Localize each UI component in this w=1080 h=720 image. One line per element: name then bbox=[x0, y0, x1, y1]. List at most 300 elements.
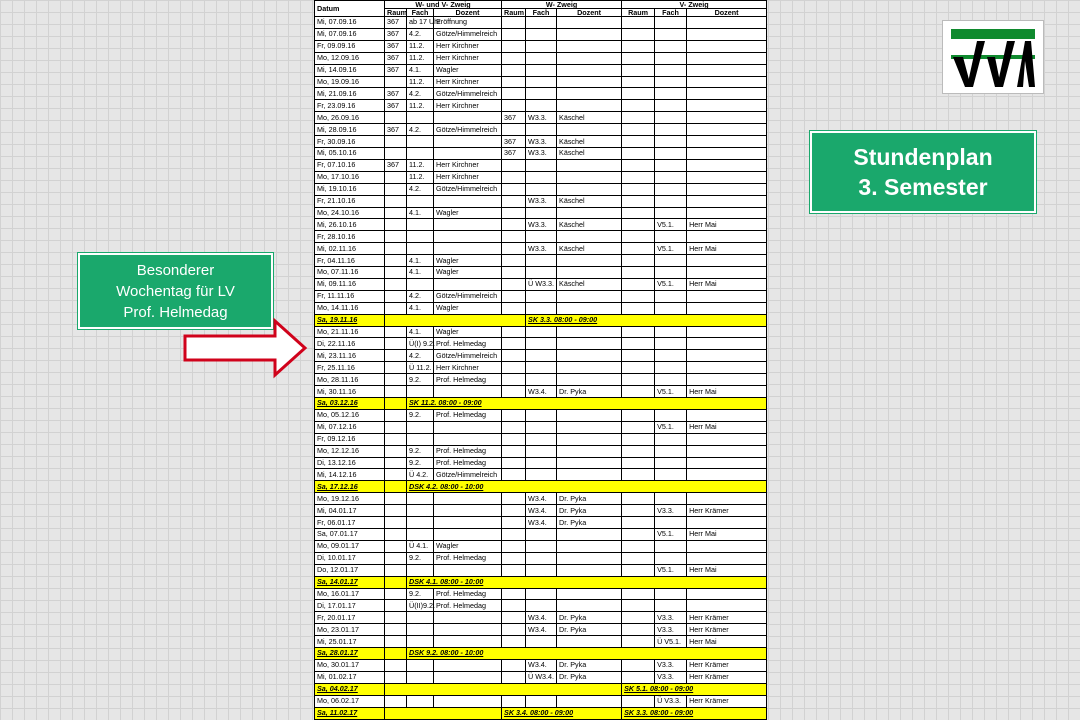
table-cell bbox=[385, 481, 407, 493]
table-cell: V5.1. bbox=[655, 278, 687, 290]
table-cell: Dr. Pyka bbox=[557, 659, 622, 671]
table-cell bbox=[622, 290, 655, 302]
table-cell: Fr, 28.10.16 bbox=[315, 231, 385, 243]
table-cell bbox=[655, 267, 687, 279]
table-cell bbox=[655, 517, 687, 529]
table-cell: Herr Krämer bbox=[687, 695, 767, 707]
table-cell bbox=[687, 457, 767, 469]
table-cell bbox=[502, 159, 526, 171]
table-cell bbox=[655, 350, 687, 362]
table-cell: Käschel bbox=[557, 195, 622, 207]
table-cell: Sa, 14.01.17 bbox=[315, 576, 385, 588]
header-fach: Fach bbox=[407, 9, 434, 17]
table-cell: 4.2. bbox=[407, 124, 434, 136]
table-cell bbox=[502, 517, 526, 529]
table-cell bbox=[385, 433, 407, 445]
table-cell bbox=[655, 40, 687, 52]
table-row bbox=[315, 374, 767, 386]
table-cell bbox=[557, 695, 622, 707]
table-cell bbox=[385, 362, 407, 374]
header-group-wv: W- und V- Zweig bbox=[385, 1, 502, 9]
table-cell bbox=[385, 612, 407, 624]
table-cell bbox=[526, 600, 557, 612]
table-cell: V3.3. bbox=[655, 505, 687, 517]
table-cell bbox=[622, 362, 655, 374]
table-cell bbox=[385, 707, 502, 719]
table-cell: V5.1. bbox=[655, 564, 687, 576]
table-cell bbox=[622, 76, 655, 88]
table-cell: Di, 17.01.17 bbox=[315, 600, 385, 612]
table-cell bbox=[687, 409, 767, 421]
table-cell bbox=[557, 588, 622, 600]
table-cell bbox=[385, 386, 407, 398]
table-cell: Herr Mai bbox=[687, 243, 767, 255]
table-cell bbox=[434, 624, 502, 636]
table-cell bbox=[502, 338, 526, 350]
exam-cell: SK 3.3. 08:00 - 09:00 bbox=[622, 707, 767, 719]
table-cell: Herr Mai bbox=[687, 636, 767, 648]
table-cell bbox=[385, 683, 622, 695]
table-cell: Fr, 25.11.16 bbox=[315, 362, 385, 374]
table-cell bbox=[687, 540, 767, 552]
table-row bbox=[315, 576, 767, 588]
table-cell: Mo, 12.12.16 bbox=[315, 445, 385, 457]
table-row bbox=[315, 326, 767, 338]
table-cell: 367 bbox=[385, 88, 407, 100]
table-cell bbox=[502, 207, 526, 219]
table-cell: Mi, 07.09.16 bbox=[315, 17, 385, 29]
table-cell bbox=[687, 362, 767, 374]
table-cell: Prof. Helmedag bbox=[434, 409, 502, 421]
table-cell: 9.2. bbox=[407, 457, 434, 469]
table-cell bbox=[385, 421, 407, 433]
note-line-1: Besonderer bbox=[136, 261, 215, 279]
table-cell bbox=[434, 147, 502, 159]
table-cell bbox=[622, 338, 655, 350]
table-cell bbox=[502, 445, 526, 457]
table-cell bbox=[434, 564, 502, 576]
table-cell bbox=[622, 552, 655, 564]
table-cell: Fr, 20.01.17 bbox=[315, 612, 385, 624]
table-cell bbox=[502, 540, 526, 552]
table-cell bbox=[434, 636, 502, 648]
table-cell bbox=[687, 112, 767, 124]
table-cell: Fr, 09.09.16 bbox=[315, 40, 385, 52]
table-cell: 4.1. bbox=[407, 267, 434, 279]
table-cell: Mo, 09.01.17 bbox=[315, 540, 385, 552]
table-cell bbox=[687, 517, 767, 529]
table-cell: Mo, 16.01.17 bbox=[315, 588, 385, 600]
table-cell: Mi, 01.02.17 bbox=[315, 671, 385, 683]
table-cell bbox=[687, 302, 767, 314]
table-cell: Dr. Pyka bbox=[557, 612, 622, 624]
table-cell: Herr Krämer bbox=[687, 671, 767, 683]
table-cell bbox=[622, 493, 655, 505]
table-cell bbox=[502, 231, 526, 243]
table-cell bbox=[407, 612, 434, 624]
table-cell: Mo, 05.12.16 bbox=[315, 409, 385, 421]
table-cell: Götze/Himmelreich bbox=[434, 28, 502, 40]
table-cell bbox=[385, 112, 407, 124]
table-cell bbox=[526, 40, 557, 52]
table-cell: Mo, 17.10.16 bbox=[315, 171, 385, 183]
table-cell bbox=[655, 28, 687, 40]
table-cell bbox=[622, 278, 655, 290]
table-cell bbox=[655, 171, 687, 183]
table-cell bbox=[434, 421, 502, 433]
table-cell bbox=[557, 255, 622, 267]
table-cell: Fr, 30.09.16 bbox=[315, 136, 385, 148]
table-row bbox=[315, 505, 767, 517]
table-cell bbox=[622, 171, 655, 183]
table-cell bbox=[434, 136, 502, 148]
table-cell bbox=[385, 195, 407, 207]
table-cell bbox=[385, 314, 526, 326]
table-cell: W3.3. bbox=[526, 243, 557, 255]
table-cell bbox=[655, 600, 687, 612]
table-cell: W3.4. bbox=[526, 612, 557, 624]
table-cell bbox=[526, 433, 557, 445]
table-cell: Herr Krämer bbox=[687, 659, 767, 671]
table-cell bbox=[687, 64, 767, 76]
table-cell: Fr, 11.11.16 bbox=[315, 290, 385, 302]
table-cell bbox=[502, 28, 526, 40]
table-cell bbox=[502, 302, 526, 314]
table-cell bbox=[385, 540, 407, 552]
table-cell bbox=[385, 302, 407, 314]
table-cell: Mo, 24.10.16 bbox=[315, 207, 385, 219]
table-cell bbox=[557, 564, 622, 576]
table-cell bbox=[687, 552, 767, 564]
header-dozent: Dozent bbox=[557, 9, 622, 17]
table-cell: Käschel bbox=[557, 112, 622, 124]
table-cell bbox=[407, 278, 434, 290]
table-cell bbox=[385, 171, 407, 183]
table-cell: Mo, 30.01.17 bbox=[315, 659, 385, 671]
table-row bbox=[315, 469, 767, 481]
table-cell bbox=[385, 624, 407, 636]
table-cell: Dr. Pyka bbox=[557, 493, 622, 505]
table-cell bbox=[385, 338, 407, 350]
table-cell bbox=[622, 659, 655, 671]
exam-cell: SK 11.2. 08:00 - 09:00 bbox=[407, 398, 767, 410]
table-row bbox=[315, 648, 767, 660]
header-fach: Fach bbox=[526, 9, 557, 17]
table-cell bbox=[622, 255, 655, 267]
table-cell bbox=[622, 421, 655, 433]
table-cell bbox=[407, 659, 434, 671]
table-row bbox=[315, 231, 767, 243]
table-cell bbox=[434, 231, 502, 243]
table-cell bbox=[622, 267, 655, 279]
table-cell: Mi, 07.09.16 bbox=[315, 28, 385, 40]
table-cell: ab 17 Uhr bbox=[407, 17, 434, 29]
table-cell bbox=[502, 183, 526, 195]
table-cell bbox=[385, 445, 407, 457]
table-cell bbox=[622, 28, 655, 40]
table-cell bbox=[434, 493, 502, 505]
table-cell: Herr Kirchner bbox=[434, 171, 502, 183]
table-row bbox=[315, 136, 767, 148]
table-cell: V5.1. bbox=[655, 243, 687, 255]
table-row bbox=[315, 552, 767, 564]
table-cell bbox=[526, 588, 557, 600]
table-cell bbox=[655, 88, 687, 100]
table-row bbox=[315, 52, 767, 64]
table-cell bbox=[407, 386, 434, 398]
table-cell bbox=[502, 350, 526, 362]
table-cell bbox=[622, 350, 655, 362]
table-cell: 367 bbox=[502, 147, 526, 159]
table-cell bbox=[622, 457, 655, 469]
table-cell bbox=[502, 17, 526, 29]
table-row bbox=[315, 302, 767, 314]
table-cell bbox=[622, 219, 655, 231]
table-cell bbox=[526, 564, 557, 576]
table-cell: Prof. Helmedag bbox=[434, 457, 502, 469]
table-cell: Käschel bbox=[557, 278, 622, 290]
table-cell bbox=[622, 564, 655, 576]
exam-cell: SK 3.3. 08:00 - 09:00 bbox=[526, 314, 767, 326]
table-cell: Fr, 06.01.17 bbox=[315, 517, 385, 529]
table-cell bbox=[622, 695, 655, 707]
table-cell bbox=[502, 195, 526, 207]
table-cell bbox=[502, 457, 526, 469]
table-cell bbox=[502, 243, 526, 255]
table-cell bbox=[434, 278, 502, 290]
table-cell bbox=[385, 136, 407, 148]
table-cell bbox=[526, 409, 557, 421]
table-cell bbox=[655, 100, 687, 112]
table-cell bbox=[687, 231, 767, 243]
table-cell: 367 bbox=[385, 64, 407, 76]
table-cell bbox=[687, 207, 767, 219]
table-cell bbox=[385, 398, 407, 410]
table-row bbox=[315, 40, 767, 52]
table-cell bbox=[502, 659, 526, 671]
table-row bbox=[315, 147, 767, 159]
table-cell bbox=[385, 255, 407, 267]
table-cell: W3.3. bbox=[526, 136, 557, 148]
table-row bbox=[315, 457, 767, 469]
table-cell bbox=[557, 636, 622, 648]
table-cell bbox=[655, 17, 687, 29]
table-row bbox=[315, 171, 767, 183]
table-cell bbox=[557, 171, 622, 183]
table-cell bbox=[407, 433, 434, 445]
table-row bbox=[315, 600, 767, 612]
table-row bbox=[315, 124, 767, 136]
table-cell: Ü 4.2. bbox=[407, 469, 434, 481]
table-row bbox=[315, 409, 767, 421]
table-cell bbox=[385, 267, 407, 279]
table-cell bbox=[557, 421, 622, 433]
table-cell bbox=[622, 505, 655, 517]
table-cell: Ü V5.1. bbox=[655, 636, 687, 648]
table-cell bbox=[385, 659, 407, 671]
table-cell bbox=[526, 350, 557, 362]
schedule-table bbox=[314, 0, 767, 720]
table-cell: Mi, 25.01.17 bbox=[315, 636, 385, 648]
table-cell: 4.2. bbox=[407, 183, 434, 195]
table-cell bbox=[526, 695, 557, 707]
table-cell bbox=[655, 52, 687, 64]
table-cell bbox=[622, 52, 655, 64]
note-line-2: Wochentag für LV bbox=[116, 282, 235, 300]
table-cell bbox=[622, 612, 655, 624]
table-cell bbox=[502, 386, 526, 398]
table-cell bbox=[526, 17, 557, 29]
table-cell bbox=[385, 600, 407, 612]
table-cell: Dr. Pyka bbox=[557, 517, 622, 529]
table-cell bbox=[655, 112, 687, 124]
table-cell bbox=[407, 695, 434, 707]
table-cell: W3.4. bbox=[526, 659, 557, 671]
table-cell: Herr Mai bbox=[687, 278, 767, 290]
table-cell: Wagler bbox=[434, 255, 502, 267]
table-cell: Mo, 28.11.16 bbox=[315, 374, 385, 386]
table-cell: Götze/Himmelreich bbox=[434, 88, 502, 100]
table-cell bbox=[407, 147, 434, 159]
table-cell bbox=[407, 421, 434, 433]
table-cell bbox=[687, 326, 767, 338]
table-cell bbox=[687, 136, 767, 148]
table-cell: Mi, 30.11.16 bbox=[315, 386, 385, 398]
table-cell bbox=[655, 207, 687, 219]
table-cell bbox=[622, 112, 655, 124]
table-cell bbox=[434, 671, 502, 683]
table-cell bbox=[687, 52, 767, 64]
table-row bbox=[315, 219, 767, 231]
table-cell bbox=[557, 326, 622, 338]
table-cell bbox=[502, 552, 526, 564]
table-cell: 9.2. bbox=[407, 445, 434, 457]
table-cell bbox=[502, 219, 526, 231]
table-cell bbox=[385, 147, 407, 159]
table-cell bbox=[385, 183, 407, 195]
table-row bbox=[315, 195, 767, 207]
table-cell bbox=[385, 243, 407, 255]
table-cell bbox=[687, 88, 767, 100]
table-cell: 11.2. bbox=[407, 52, 434, 64]
table-cell: 11.2. bbox=[407, 171, 434, 183]
table-cell bbox=[502, 267, 526, 279]
table-cell bbox=[385, 469, 407, 481]
table-cell bbox=[655, 326, 687, 338]
table-cell bbox=[526, 88, 557, 100]
table-cell: Fr, 07.10.16 bbox=[315, 159, 385, 171]
table-cell bbox=[655, 588, 687, 600]
table-cell bbox=[557, 100, 622, 112]
table-cell bbox=[557, 552, 622, 564]
table-cell: Prof. Helmedag bbox=[434, 445, 502, 457]
table-cell bbox=[622, 445, 655, 457]
table-cell bbox=[502, 88, 526, 100]
table-cell bbox=[502, 636, 526, 648]
table-cell bbox=[502, 362, 526, 374]
table-cell bbox=[622, 88, 655, 100]
table-cell bbox=[687, 469, 767, 481]
table-cell bbox=[385, 648, 407, 660]
table-cell bbox=[622, 517, 655, 529]
table-cell bbox=[622, 433, 655, 445]
table-row bbox=[315, 314, 767, 326]
table-cell: Mi, 26.10.16 bbox=[315, 219, 385, 231]
table-cell bbox=[655, 302, 687, 314]
table-cell bbox=[407, 243, 434, 255]
table-cell bbox=[655, 362, 687, 374]
table-row bbox=[315, 100, 767, 112]
table-row bbox=[315, 350, 767, 362]
table-cell bbox=[622, 231, 655, 243]
table-row bbox=[315, 362, 767, 374]
table-cell: Dr. Pyka bbox=[557, 624, 622, 636]
table-cell bbox=[526, 207, 557, 219]
table-cell: Ü 11.2. bbox=[407, 362, 434, 374]
table-cell: Mo, 06.02.17 bbox=[315, 695, 385, 707]
table-cell bbox=[407, 505, 434, 517]
table-cell: 4.1. bbox=[407, 326, 434, 338]
table-cell: 367 bbox=[385, 52, 407, 64]
table-cell bbox=[557, 433, 622, 445]
table-cell bbox=[434, 219, 502, 231]
table-cell bbox=[407, 636, 434, 648]
table-cell bbox=[622, 183, 655, 195]
table-cell bbox=[622, 17, 655, 29]
table-cell: W3.3. bbox=[526, 195, 557, 207]
table-row bbox=[315, 659, 767, 671]
table-cell bbox=[502, 612, 526, 624]
table-cell: 4.2. bbox=[407, 88, 434, 100]
table-cell bbox=[526, 100, 557, 112]
table-row bbox=[315, 540, 767, 552]
table-row bbox=[315, 683, 767, 695]
table-cell bbox=[687, 493, 767, 505]
table-cell bbox=[502, 433, 526, 445]
table-cell: 367 bbox=[385, 40, 407, 52]
table-cell bbox=[385, 552, 407, 564]
table-cell: Ü(I) 9.2. bbox=[407, 338, 434, 350]
table-cell bbox=[502, 600, 526, 612]
table-cell: W3.3. bbox=[526, 112, 557, 124]
table-cell bbox=[655, 136, 687, 148]
table-cell bbox=[434, 386, 502, 398]
table-cell bbox=[622, 374, 655, 386]
table-cell bbox=[526, 124, 557, 136]
table-cell: Mi, 02.11.16 bbox=[315, 243, 385, 255]
table-row bbox=[315, 612, 767, 624]
table-cell: 4.1. bbox=[407, 302, 434, 314]
table-cell bbox=[622, 409, 655, 421]
table-cell: W3.4. bbox=[526, 624, 557, 636]
table-cell bbox=[557, 124, 622, 136]
table-cell bbox=[526, 326, 557, 338]
table-cell bbox=[434, 612, 502, 624]
header-fach: Fach bbox=[655, 9, 687, 17]
table-cell bbox=[502, 624, 526, 636]
table-cell bbox=[622, 147, 655, 159]
table-cell bbox=[557, 600, 622, 612]
table-cell: Dr. Pyka bbox=[557, 505, 622, 517]
table-row bbox=[315, 671, 767, 683]
table-cell: Götze/Himmelreich bbox=[434, 124, 502, 136]
table-cell: Mi, 04.01.17 bbox=[315, 505, 385, 517]
table-cell: Käschel bbox=[557, 147, 622, 159]
table-cell bbox=[385, 326, 407, 338]
table-cell bbox=[526, 159, 557, 171]
table-cell: W3.4. bbox=[526, 517, 557, 529]
table-cell bbox=[407, 493, 434, 505]
